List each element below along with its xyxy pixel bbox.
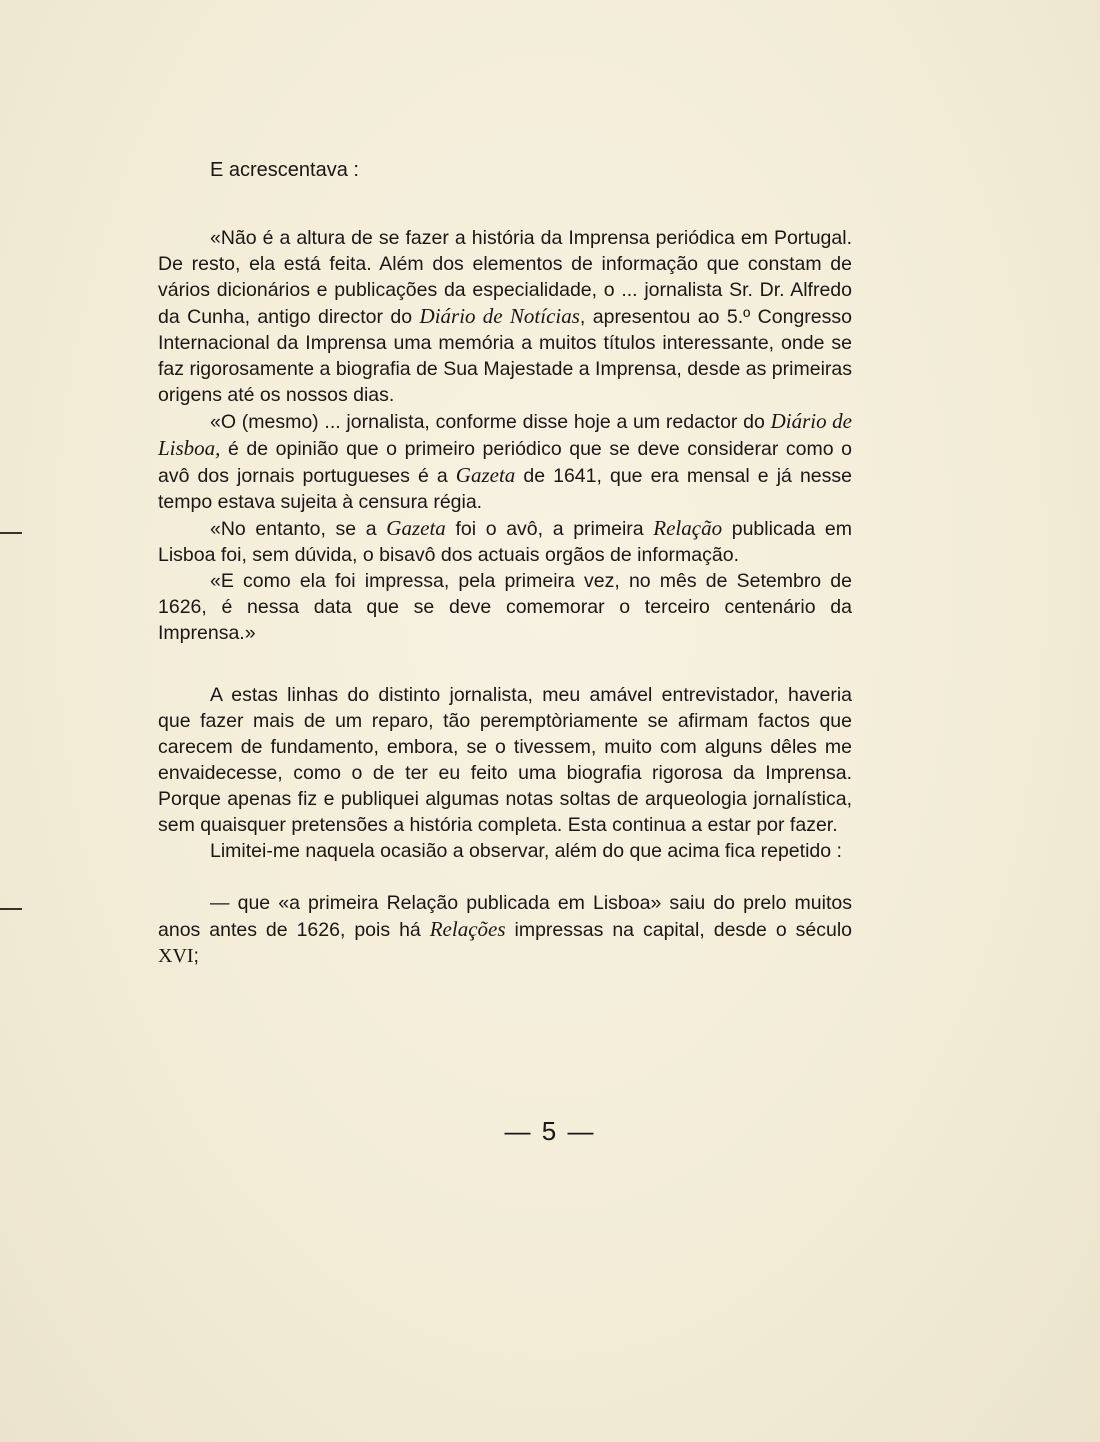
- publication-title: Relação: [653, 516, 723, 540]
- publication-title: Relações: [429, 917, 506, 941]
- body-paragraph: A estas linhas do distinto jornalista, meu amável entrevistador, haveria que fazer mais de um reparo, tão peremptòriamente se afirmam factos que carecem de fundamento, embora, se o tivessem, muito com alguns dêles me envaidecesse, como o de ter eu feito uma biografia rigorosa da Imprensa. Porque apenas fiz e publiquei algumas notas soltas de arqueologia jornalística, sem quaisquer pretensões a história completa. Esta continua a estar por fazer.: [158, 684, 852, 836]
- body-paragraph: Limitei-me naquela ocasião a observar, além do que acima fica repetido :: [210, 840, 842, 862]
- intro-line: E acrescentava :: [210, 159, 359, 181]
- century-numeral: XVI: [158, 945, 194, 967]
- newspaper-title: Diário de Notícias: [419, 304, 580, 328]
- quote-paragraph: «O (mesmo) ... jornalista, conforme disse hoje a um redactor do Diário de Lisboa, é de opinião que o primeiro periódico que se deve considerar como o avô dos jornais portugueses é a Gazeta de 1641, que era mensal e já nesse tempo estava sujeita à censura régia.: [158, 409, 852, 513]
- quotation-block: [158, 225, 852, 646]
- page-number: — 5 —: [504, 1116, 596, 1146]
- margin-mark: [0, 532, 22, 534]
- page-body: [158, 157, 852, 969]
- list-item-paragraph: — que «a primeira Relação publicada em Lisboa» saiu do prelo muitos anos antes de 1626, pois há Relações impressas na capital, desde o século XVI;: [158, 892, 852, 967]
- quote-paragraph: «E como ela foi impressa, pela primeira vez, no mês de Setembro de 1626, é nessa data que se deve comemorar o terceiro centenário da Imprensa.»: [158, 570, 852, 644]
- quote-paragraph: «No entanto, se a Gazeta foi o avô, a primeira Relação publicada em Lisboa foi, sem dúvida, o bisavô dos actuais orgãos de informação.: [158, 516, 852, 566]
- newspaper-title: Gazeta: [386, 516, 446, 540]
- margin-mark: [0, 908, 22, 910]
- newspaper-title: Diário de Lisboa,: [158, 409, 852, 460]
- newspaper-title: Gazeta: [455, 463, 516, 487]
- quote-paragraph: «Não é a altura de se fazer a história da Imprensa periódica em Portugal. De resto, ela está feita. Além dos elementos de informação que constam de vários dicionários e publicações da especialidade, o ... jornalista Sr. Dr. Alfredo da Cunha, antigo director do Diário de Notícias, apresentou ao 5.º Congresso Internacional da Imprensa uma memória a muitos títulos interessante, onde se faz rigorosamente a biografia de Sua Majestade a Imprensa, desde as primeiras origens até os nossos dias.: [158, 227, 852, 406]
